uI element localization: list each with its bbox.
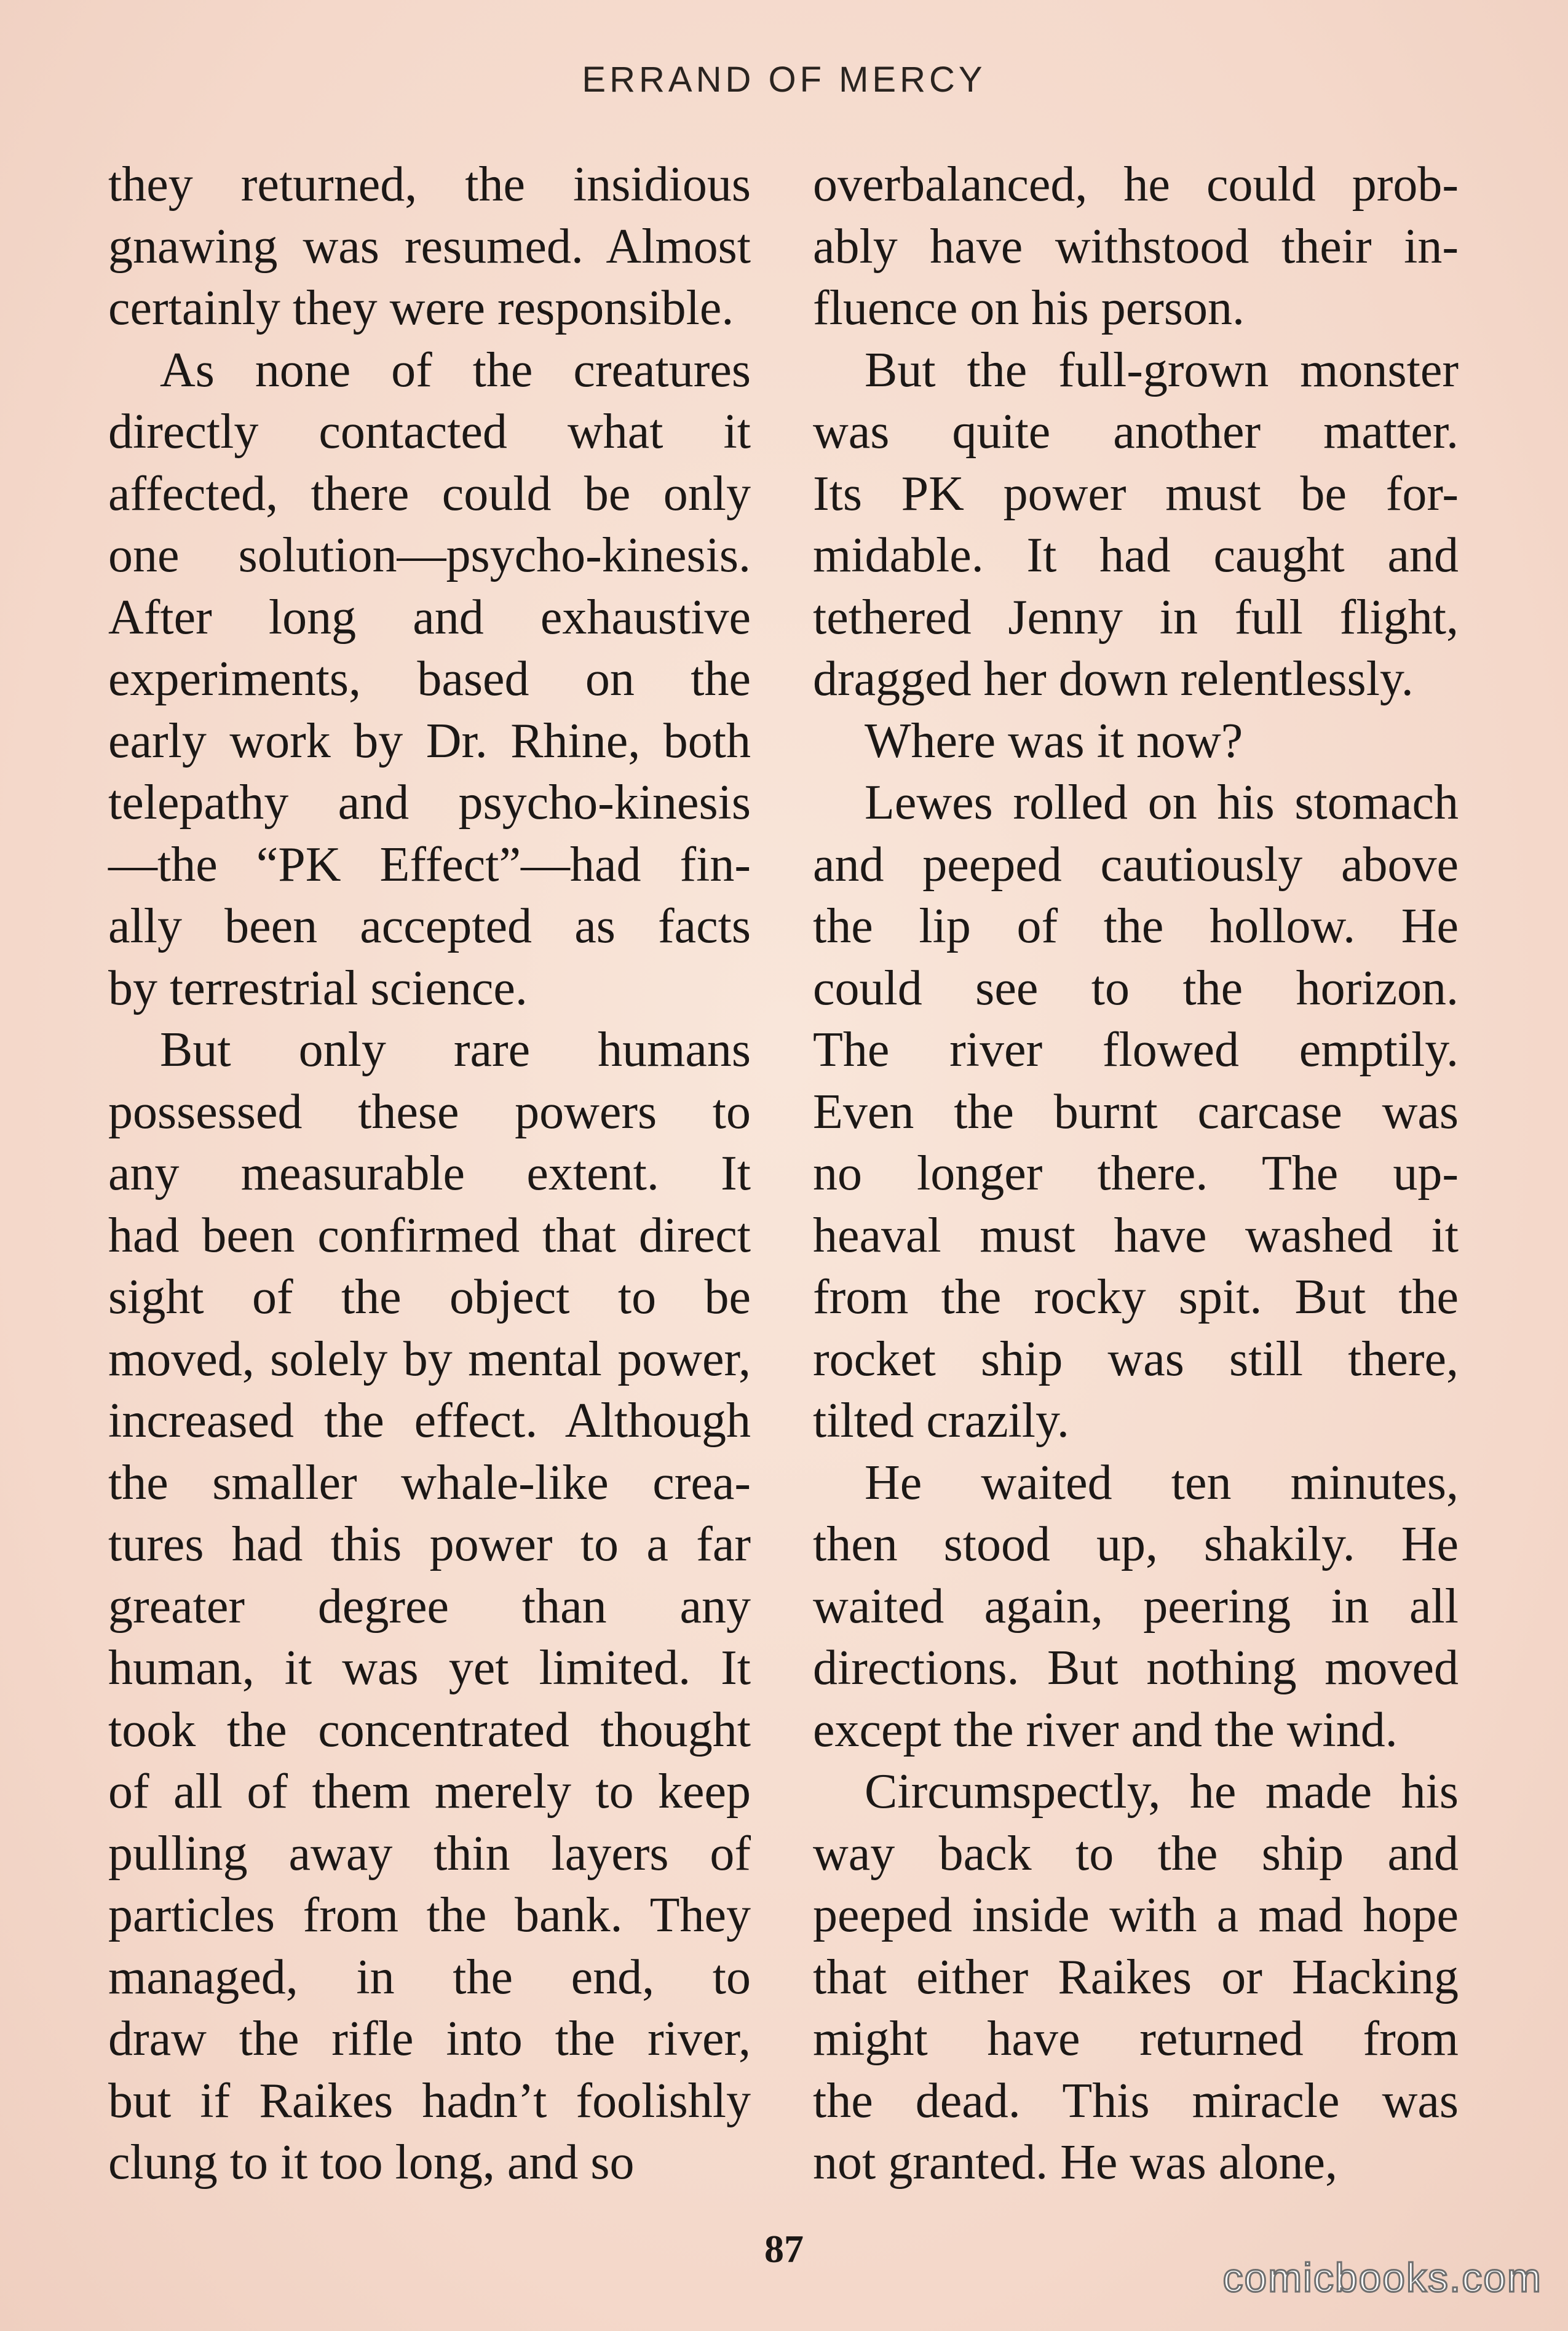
text-line: and peeped cautiously above xyxy=(813,837,1459,892)
text-line: experiments, based on the xyxy=(108,652,751,706)
text-line: telepathy and psycho-kinesis xyxy=(108,776,751,830)
text-line: human, it was yet limited. It xyxy=(108,1641,751,1695)
text-line: —the “PK Effect”—had fin- xyxy=(108,837,751,892)
text-line: was quite another matter. xyxy=(813,405,1459,459)
paragraph xyxy=(108,154,751,340)
text-line: but if Raikes hadn’t foolishly xyxy=(108,2073,751,2128)
text-line: of all of them merely to keep xyxy=(108,1765,751,1819)
text-line: rocket ship was still there, xyxy=(813,1332,1459,1386)
text-line: fluence on his person. xyxy=(813,281,1245,335)
text-line: sight of the object to be xyxy=(108,1270,751,1324)
text-line: could see to the horizon. xyxy=(813,961,1459,1015)
text-line: But only rare humans xyxy=(160,1023,751,1077)
text-line: draw the rifle into the river, xyxy=(108,2012,751,2066)
text-line: Where was it now? xyxy=(865,713,1243,768)
text-line: waited again, peering in all xyxy=(813,1579,1459,1634)
text-line: no longer there. The up- xyxy=(813,1146,1459,1201)
text-line: not granted. He was alone, xyxy=(813,2135,1338,2190)
text-line: But the full-grown monster xyxy=(865,343,1459,397)
text-line: certainly they were responsible. xyxy=(108,281,734,335)
right-column xyxy=(813,154,1459,2194)
paragraph xyxy=(108,1019,751,2194)
text-line: managed, in the end, to xyxy=(108,1950,751,2004)
text-line: greater degree than any xyxy=(108,1579,751,1634)
paragraph xyxy=(813,710,1459,772)
watermark: comicbooks.com xyxy=(1222,2255,1542,2300)
text-line: early work by Dr. Rhine, both xyxy=(108,713,751,768)
text-line: possessed these powers to xyxy=(108,1084,751,1139)
text-line: except the river and the wind. xyxy=(813,1702,1398,1757)
text-line: After long and exhaustive xyxy=(108,590,751,645)
text-line: then stood up, shakily. He xyxy=(813,1517,1459,1571)
text-line: affected, there could be only xyxy=(108,466,751,521)
text-line: the lip of the hollow. He xyxy=(813,899,1459,953)
text-line: Lewes rolled on his stomach xyxy=(865,776,1459,830)
paragraph xyxy=(813,1452,1459,1761)
text-line: that either Raikes or Hacking xyxy=(813,1950,1459,2004)
text-line: tures had this power to a far xyxy=(108,1517,751,1571)
text-line: peeped inside with a mad hope xyxy=(813,1888,1459,1942)
text-line: directions. But nothing moved xyxy=(813,1641,1459,1695)
text-line: moved, solely by mental power, xyxy=(108,1332,751,1386)
running-title: ERRAND OF MERCY xyxy=(582,60,986,100)
page-number: 87 xyxy=(764,2227,804,2271)
text-line: The river flowed emptily. xyxy=(813,1023,1459,1077)
text-line: increased the effect. Although xyxy=(108,1394,751,1448)
text-line: by terrestrial science. xyxy=(108,961,528,1015)
text-line: from the rocky spit. But the xyxy=(813,1270,1459,1324)
text-line: any measurable extent. It xyxy=(108,1146,751,1201)
text-line: the smaller whale-like crea- xyxy=(108,1455,751,1510)
paragraph xyxy=(813,772,1459,1452)
paragraph xyxy=(813,154,1459,340)
paragraph xyxy=(813,340,1459,710)
text-line: heaval must have washed it xyxy=(813,1208,1459,1263)
text-line: As none of the creatures xyxy=(160,343,751,397)
text-line: Its PK power must be for- xyxy=(813,466,1459,521)
text-line: tethered Jenny in full flight, xyxy=(813,590,1459,645)
text-line: ably have withstood their in- xyxy=(813,219,1459,274)
text-line: directly contacted what it xyxy=(108,405,751,459)
paragraph xyxy=(813,1761,1459,2194)
text-line: Circumspectly, he made his xyxy=(865,1765,1459,1819)
text-line: tilted crazily. xyxy=(813,1394,1069,1448)
text-line: one solution—psycho-kinesis. xyxy=(108,528,751,582)
text-line: particles from the bank. They xyxy=(108,1888,751,1942)
text-line: way back to the ship and xyxy=(813,1826,1459,1881)
text-line: He waited ten minutes, xyxy=(865,1455,1459,1510)
paragraph xyxy=(108,340,751,1020)
text-line: midable. It had caught and xyxy=(813,528,1459,582)
text-line: pulling away thin layers of xyxy=(108,1826,751,1881)
left-column xyxy=(108,154,751,2194)
text-line: overbalanced, he could prob- xyxy=(813,157,1459,212)
text-line: might have returned from xyxy=(813,2012,1459,2066)
text-line: had been confirmed that direct xyxy=(108,1208,751,1263)
text-line: gnawing was resumed. Almost xyxy=(108,219,751,274)
text-line: took the concentrated thought xyxy=(108,1702,751,1757)
text-line: ally been accepted as facts xyxy=(108,899,751,953)
text-line: the dead. This miracle was xyxy=(813,2073,1459,2128)
text-line: they returned, the insidious xyxy=(108,157,751,212)
text-line: Even the burnt carcase was xyxy=(813,1084,1459,1139)
text-line: clung to it too long, and so xyxy=(108,2135,635,2190)
text-line: dragged her down relentlessly. xyxy=(813,652,1414,706)
